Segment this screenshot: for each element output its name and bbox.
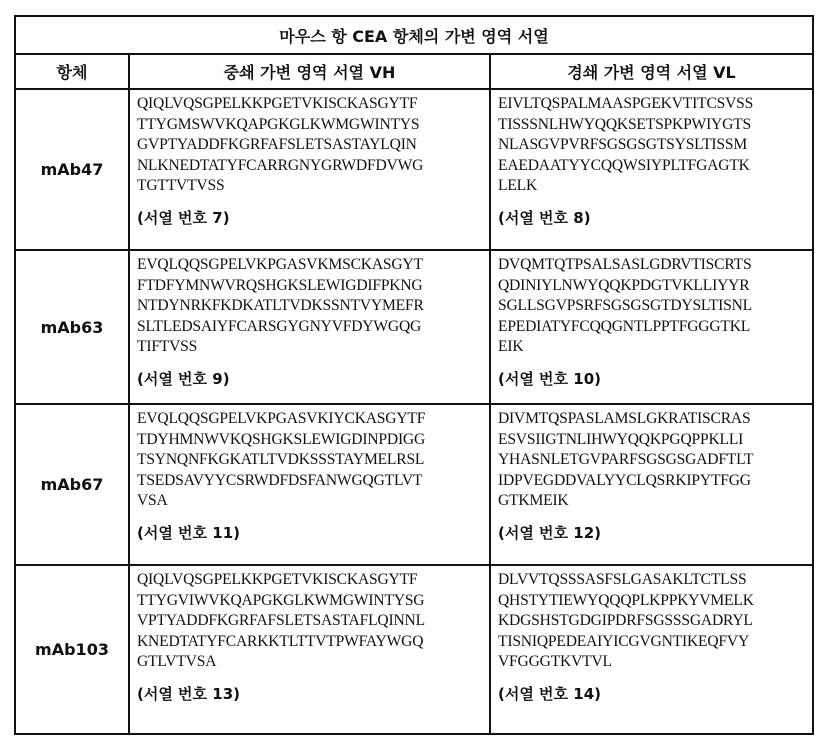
vh-cell [129,565,490,734]
vl-seq-id: (서열 번호 10) [498,369,601,388]
antibody-name: mAb67 [15,404,129,565]
vl-seq-id: (서열 번호 8) [498,208,591,227]
vh-seq-id: (서열 번호 13) [137,684,240,703]
table-row [15,89,813,250]
vh-cell [129,404,490,565]
sequence-table [14,15,814,735]
vl-seq-id: (서열 번호 14) [498,684,601,703]
vl-cell [490,565,813,734]
vh-sequence: QIQLVQSGPELKKPGETVKISCKASGYTF TTYGVIWVKQAPGKGLKWMGWINTYSG VPTYADDFKGRFAFSLETSASTAFLQINNL KNEDTATYFCARKKTLTTVTPWFAYWGQ GTLVTVSA [137,571,425,670]
vl-sequence: DIVMTQSPASLAMSLGKRATISCRAS ESVSIIGTNLIHWYQQKPGQPPKLLI YHASNLETGVPARFSGSGSGADFTLT IDPVEGDDVALYYCLQSRKIPYTFGG GTKMEIK [498,410,754,509]
vl-sequence: DLVVTQSSSASFSLGASAKLTCTLSS QHSTYTIEWYQQQPLKPPKYVMELK KDGSHSTGDGIPDRFSGSSSGADRYL TISNIQPEDEAIYICGVGNTIKEQFVY VFGGGTKVTVL [498,571,754,670]
vl-cell [490,89,813,250]
vl-sequence: DVQMTQTPSALSASLGDRVTISCRTS QDINIYLNWYQQKPDGTVKLLIYYR SGLLSGVPSRFSGSGSGTDYSLTISNL EPEDIATYFCQQGNTLPPTFGGGTKL EIK [498,256,752,355]
table-title: 마우스 항 CEA 항체의 가변 영역 서열 [15,16,813,54]
header-vh: 중쇄 가변 영역 서열 VH [129,54,490,89]
vh-sequence: EVQLQQSGPELVKPGASVKMSCKASGYT FTDFYMNWVRQSHGKSLEWIGDIFPKNG NTDYNRKFKDKATLTVDKSSNTVYMEFR SLTLEDSAIYFCARSGYGNYVFDYWGQG TIFTVSS [137,256,424,355]
vh-sequence: EVQLQQSGPELVKPGASVKIYCKASGYTF TDYHMNWVKQSHGKSLEWIGDINPDIGG TSYNQNFKGKATLTVDKSSSTAYMELRSL TSEDSAVYYCSRWDFDSFANWGQGTLVT VSA [137,410,426,509]
vh-cell [129,89,490,250]
vl-seq-id: (서열 번호 12) [498,523,601,542]
header-vl: 경쇄 가변 영역 서열 VL [490,54,813,89]
vh-cell [129,250,490,404]
vh-seq-id: (서열 번호 11) [137,523,240,542]
antibody-name: mAb47 [15,89,129,250]
vl-cell [490,250,813,404]
table-row [15,404,813,565]
table-row [15,565,813,734]
antibody-name: mAb63 [15,250,129,404]
table-row [15,250,813,404]
vl-sequence: EIVLTQSPALMAASPGEKVTITCSVSS TISSSNLHWYQQKSETSPKPWIYGTS NLASGVPVRFSGSGSGTSYSLTISSM EAEDAATYYCQQWSIYPLTFGAGTK LELK [498,95,754,194]
antibody-name: mAb103 [15,565,129,734]
vl-cell [490,404,813,565]
vh-sequence: QIQLVQSGPELKKPGETVKISCKASGYTF TTYGMSWVKQAPGKGLKWMGWINTYS GVPTYADDFKGRFAFSLETSASTAYLQIN NLKNEDTATYFCARRGNYGRWDFDVWG TGTTVTVSS [137,95,424,194]
header-antibody: 항체 [15,54,129,89]
vh-seq-id: (서열 번호 9) [137,369,230,388]
vh-seq-id: (서열 번호 7) [137,208,230,227]
